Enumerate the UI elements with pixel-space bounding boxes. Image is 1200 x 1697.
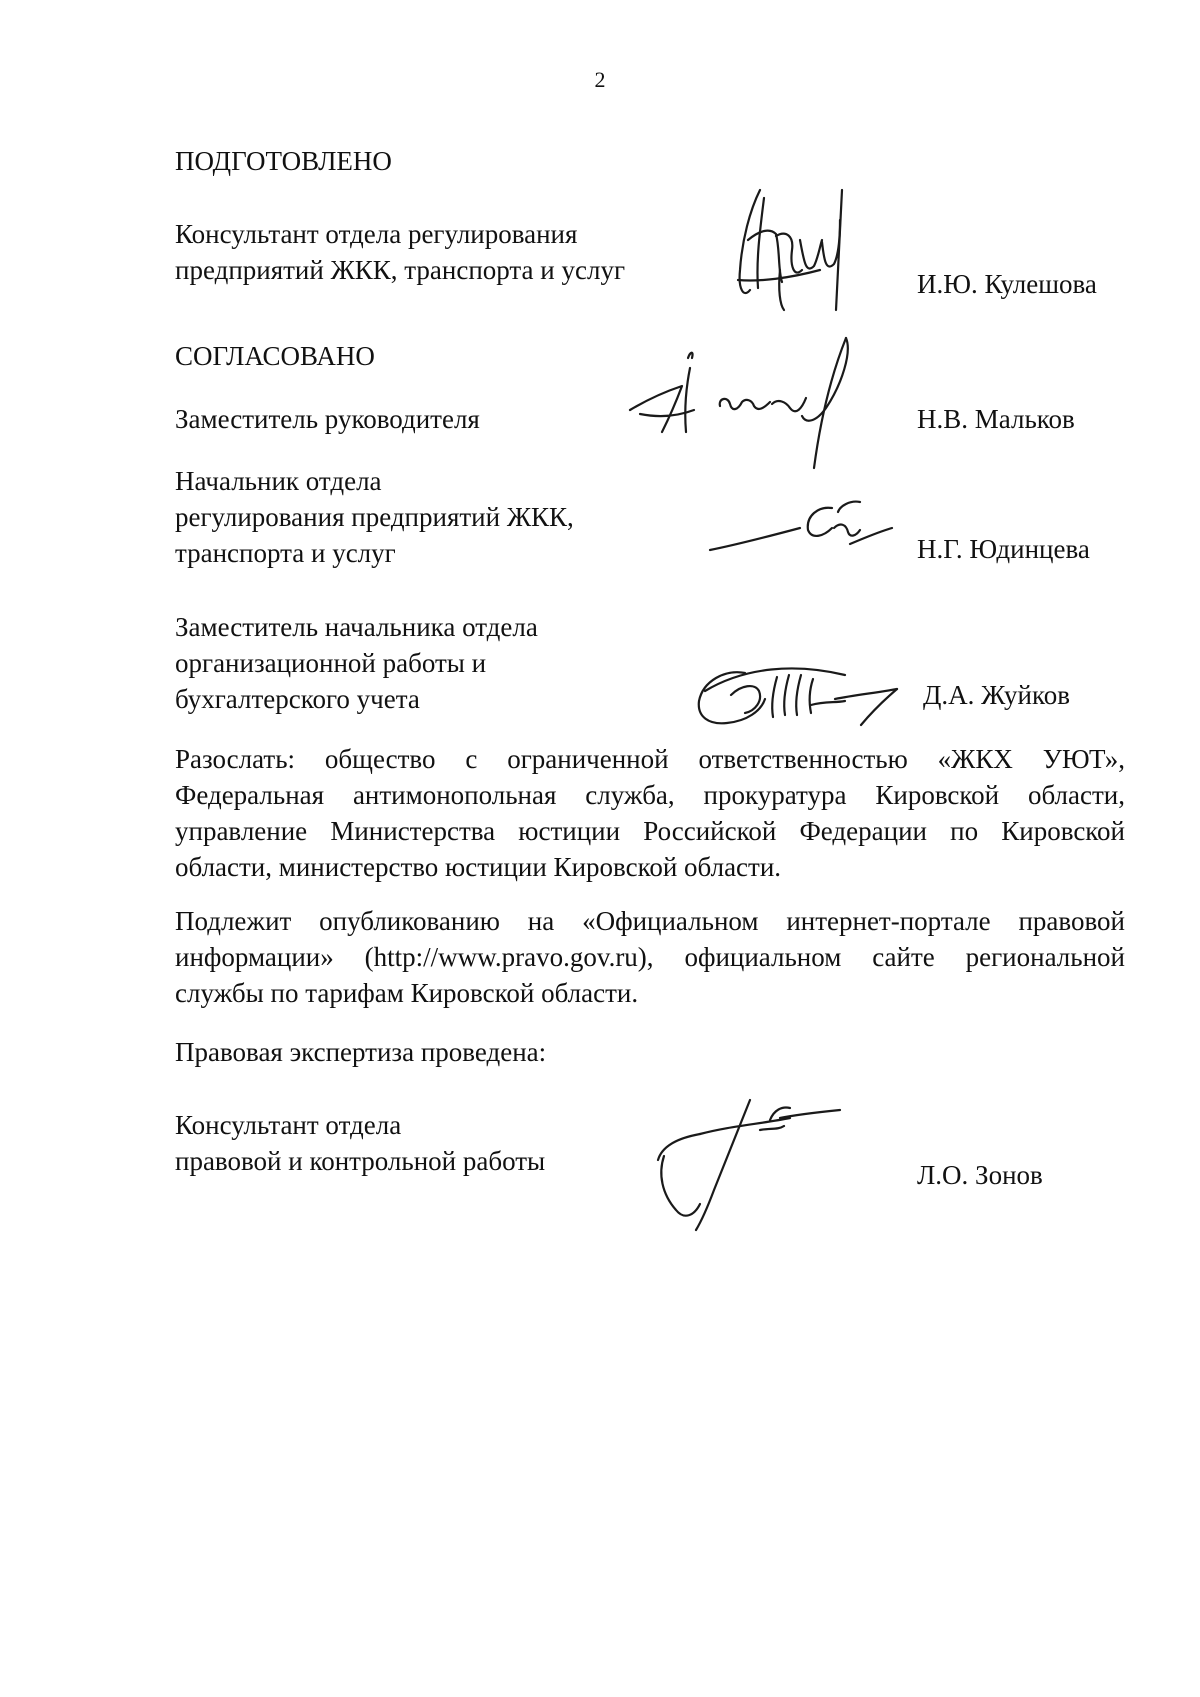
signature-malkov	[620, 328, 860, 478]
position-line: регулирования предприятий ЖКК,	[175, 502, 574, 532]
legal-review-position	[175, 1107, 695, 1179]
distribution-paragraph	[175, 741, 1125, 885]
signature-zonov	[650, 1090, 850, 1240]
legal-review-name: Л.О. Зонов	[917, 1160, 1043, 1190]
position-line: Начальник отдела	[175, 466, 382, 496]
paragraph-line: Разослать: общество с ограниченной ответственностью «ЖКХ УЮТ»,	[175, 744, 1125, 774]
prepared-position	[175, 216, 695, 288]
prepared-heading: ПОДГОТОВЛЕНО	[175, 146, 392, 176]
page-number: 2	[594, 67, 606, 92]
agreed-name-3: Д.А. Жуйков	[923, 680, 1070, 710]
paragraph-line: Подлежит опубликованию на «Официальном интернет-портале правовой	[175, 906, 1125, 936]
signature-kuleshova	[720, 170, 860, 330]
position-line: правовой и контрольной работы	[175, 1146, 546, 1176]
agreed-position-3	[175, 609, 695, 717]
signature-yudintseva	[700, 488, 900, 568]
prepared-name: И.Ю. Кулешова	[917, 269, 1097, 299]
position-line: Заместитель руководителя	[175, 404, 480, 434]
signature-zhuikov	[685, 655, 915, 735]
paragraph-line: области, министерство юстиции Кировской области.	[175, 852, 782, 882]
paragraph-line: информации» (http://www.pravo.gov.ru), официальном сайте региональной	[175, 942, 1125, 972]
agreed-heading: СОГЛАСОВАНО	[175, 341, 375, 371]
agreed-position-2	[175, 463, 695, 571]
paragraph-line: Федеральная антимонопольная служба, прокуратура Кировской области,	[175, 780, 1125, 810]
position-line: организационной работы и	[175, 648, 487, 678]
position-line: Заместитель начальника отдела	[175, 612, 538, 642]
agreed-name-2: Н.Г. Юдинцева	[917, 534, 1090, 564]
position-line: Консультант отдела	[175, 1110, 402, 1140]
paragraph-line: управление Министерства юстиции Российской Федерации по Кировской	[175, 816, 1125, 846]
agreed-position-1	[175, 401, 695, 437]
position-line: транспорта и услуг	[175, 538, 396, 568]
position-line: предприятий ЖКК, транспорта и услуг	[175, 255, 626, 285]
publication-paragraph	[175, 903, 1125, 1011]
legal-review-heading: Правовая экспертиза проведена:	[175, 1037, 547, 1067]
position-line: Консультант отдела регулирования	[175, 219, 578, 249]
agreed-name-1: Н.В. Мальков	[917, 404, 1075, 434]
paragraph-line: службы по тарифам Кировской области.	[175, 978, 639, 1008]
position-line: бухгалтерского учета	[175, 684, 420, 714]
